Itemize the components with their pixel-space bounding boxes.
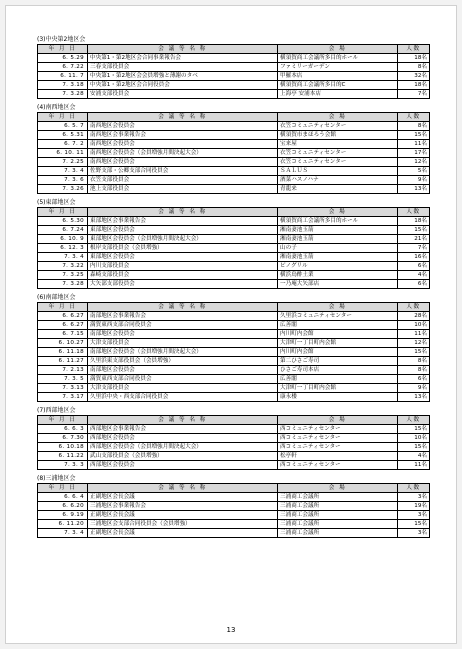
- table-row: [38, 511, 430, 520]
- table-row: [38, 176, 430, 185]
- table-row: [38, 90, 430, 99]
- attendance-count: 8名: [398, 366, 430, 375]
- header-venue: 会 場: [278, 208, 398, 217]
- attendance-count: 13名: [398, 185, 430, 194]
- meeting-venue: 西コミュニティセンター: [278, 461, 398, 470]
- meeting-venue: ファミリーガーデン: [278, 63, 398, 72]
- attendance-count: 18名: [398, 217, 430, 226]
- meeting-name: 久里浜東支部役員会（会員増強）: [88, 357, 278, 366]
- meeting-name: 東部地区会事業報告会: [88, 217, 278, 226]
- header-date: 年 月 日: [38, 303, 88, 312]
- table-row: [38, 253, 430, 262]
- table-row: [38, 81, 430, 90]
- meeting-date: 6. 5.30: [38, 217, 88, 226]
- meeting-date: 6. 12. 3: [38, 244, 88, 253]
- attendance-count: 18名: [398, 54, 430, 63]
- attendance-count: 6名: [398, 280, 430, 289]
- meeting-venue: 西コミュニティセンター: [278, 425, 398, 434]
- meeting-date: 7. 3. 4: [38, 529, 88, 538]
- meeting-date: 6. 7.24: [38, 226, 88, 235]
- meeting-date: 7. 3.22: [38, 262, 88, 271]
- meeting-venue: 酒菜ハスノハナ: [278, 176, 398, 185]
- attendance-count: 12名: [398, 158, 430, 167]
- table-row: [38, 235, 430, 244]
- table-row: [38, 452, 430, 461]
- attendance-count: 5名: [398, 167, 430, 176]
- header-meeting-name: 会 議 等 名 称: [88, 484, 278, 493]
- meeting-name: 南西地区会役員会: [88, 140, 278, 149]
- meeting-name: 安浦支部役員会: [88, 90, 278, 99]
- meeting-date: 6. 11. 7: [38, 72, 88, 81]
- meeting-name: 衣笠支部役員会: [88, 176, 278, 185]
- attendance-count: 8名: [398, 357, 430, 366]
- meeting-venue: ピノグリル: [278, 262, 398, 271]
- meeting-name: 南西地区会役員会: [88, 158, 278, 167]
- table-row: [38, 357, 430, 366]
- meeting-date: 7. 3.25: [38, 271, 88, 280]
- table-header-row: [38, 303, 430, 312]
- meeting-name: 南部地区会事業報告会: [88, 312, 278, 321]
- meeting-date: 6. 10.18: [38, 443, 88, 452]
- table-row: [38, 425, 430, 434]
- meeting-venue: 衣笠コミュニティセンター: [278, 122, 398, 131]
- meeting-date: 6. 7.15: [38, 330, 88, 339]
- meeting-name: 南西地区会事業報告会: [88, 131, 278, 140]
- attendance-count: 8名: [398, 122, 430, 131]
- attendance-count: 3名: [398, 493, 430, 502]
- meeting-name: 南西地区会役員会: [88, 122, 278, 131]
- meeting-venue: 衣笠コミュニティセンター: [278, 158, 398, 167]
- meeting-venue: 康永楼: [278, 393, 398, 402]
- meeting-venue: 内川町内会館: [278, 330, 398, 339]
- meeting-venue: 三浦商工会議所: [278, 511, 398, 520]
- meeting-venue: 広善閣: [278, 321, 398, 330]
- meeting-name: 正副地区会長会議: [88, 511, 278, 520]
- meeting-venue: 一乃庵大矢部店: [278, 280, 398, 289]
- meeting-name: 南部地区会役員会: [88, 366, 278, 375]
- attendance-count: 15名: [398, 443, 430, 452]
- meeting-name: 大津支部役員会: [88, 339, 278, 348]
- meeting-venue: 三浦商工会議所: [278, 502, 398, 511]
- meeting-date: 6. 7. 2: [38, 140, 88, 149]
- meeting-name: 南部地区会役員会（会員増強月間決起大会）: [88, 348, 278, 357]
- meeting-name: 南西地区会役員会（会員増強月間決起大会）: [88, 149, 278, 158]
- meeting-name: 森崎支部役員会: [88, 271, 278, 280]
- table-row: [38, 244, 430, 253]
- attendance-count: 7名: [398, 90, 430, 99]
- header-meeting-name: 会 議 等 名 称: [88, 416, 278, 425]
- meeting-venue: 宝来屋: [278, 140, 398, 149]
- meeting-venue: 山の子: [278, 244, 398, 253]
- meeting-name: 池上支部役員会: [88, 185, 278, 194]
- meeting-venue: ひさご寿司本店: [278, 366, 398, 375]
- attendance-count: 9名: [398, 176, 430, 185]
- header-date: 年 月 日: [38, 208, 88, 217]
- meeting-name: 三春支部役員会: [88, 63, 278, 72]
- attendance-count: 18名: [398, 81, 430, 90]
- attendance-count: 10名: [398, 434, 430, 443]
- attendance-count: 6名: [398, 375, 430, 384]
- meeting-venue: 横浜鳥酢土業: [278, 271, 398, 280]
- meeting-name: 東部地区会役員会: [88, 253, 278, 262]
- meeting-date: 6. 6.27: [38, 321, 88, 330]
- header-meeting-name: 会 議 等 名 称: [88, 45, 278, 54]
- header-attendance: 人数: [398, 416, 430, 425]
- meeting-name: 満賀東西支部合同役員会: [88, 375, 278, 384]
- attendance-count: 10名: [398, 321, 430, 330]
- table-header-row: [38, 416, 430, 425]
- meeting-name: 三浦地区会支部合同役員会（会員増強）: [88, 520, 278, 529]
- meeting-date: 7. 3.13: [38, 384, 88, 393]
- table-row: [38, 271, 430, 280]
- table-header-row: [38, 484, 430, 493]
- table-row: [38, 366, 430, 375]
- meeting-date: 6. 5.31: [38, 131, 88, 140]
- attendance-count: 19名: [398, 502, 430, 511]
- table-row: [38, 226, 430, 235]
- table-row: [38, 72, 430, 81]
- meeting-date: 6. 11.27: [38, 357, 88, 366]
- header-meeting-name: 会 議 等 名 称: [88, 303, 278, 312]
- table-row: [38, 185, 430, 194]
- meeting-date: 6. 5.29: [38, 54, 88, 63]
- table-row: [38, 280, 430, 289]
- meeting-venue: 大津町一丁目町内会館: [278, 339, 398, 348]
- table-row: [38, 502, 430, 511]
- header-attendance: 人数: [398, 303, 430, 312]
- table-row: [38, 140, 430, 149]
- attendance-count: 17名: [398, 149, 430, 158]
- table-row: [38, 167, 430, 176]
- meeting-name: 西部地区会役員会: [88, 461, 278, 470]
- meeting-venue: 横須賀市まほろう会館: [278, 131, 398, 140]
- table-row: [38, 339, 430, 348]
- meeting-date: 7. 3. 5: [38, 375, 88, 384]
- meeting-date: 6. 6.20: [38, 502, 88, 511]
- meeting-date: 7. 3.28: [38, 280, 88, 289]
- meeting-date: 6. 10. 9: [38, 235, 88, 244]
- meeting-venue: 大津町一丁目町内会館: [278, 384, 398, 393]
- attendance-count: 16名: [398, 253, 430, 262]
- meeting-date: 7. 3. 4: [38, 167, 88, 176]
- meeting-venue: 内川町内会館: [278, 348, 398, 357]
- meeting-name: 大矢部支部役員会: [88, 280, 278, 289]
- attendance-count: 3名: [398, 511, 430, 520]
- table-row: [38, 461, 430, 470]
- table-row: [38, 434, 430, 443]
- attendance-count: 15名: [398, 425, 430, 434]
- table-row: [38, 321, 430, 330]
- meeting-venue: 湘南妻池玉箭: [278, 226, 398, 235]
- meeting-name: 南部地区会役員会: [88, 330, 278, 339]
- meeting-venue: 甲羅本店: [278, 72, 398, 81]
- meeting-name: 西部地区会事業報告会: [88, 425, 278, 434]
- meeting-venue: ＳＡＬＵＳ: [278, 167, 398, 176]
- table-row: [38, 384, 430, 393]
- section-title: (5)東部地区会: [37, 199, 76, 206]
- meeting-date: 6. 9.19: [38, 511, 88, 520]
- table-row: [38, 443, 430, 452]
- meeting-name: 正副地区会長会議: [88, 529, 278, 538]
- attendance-count: 11名: [398, 140, 430, 149]
- header-attendance: 人数: [398, 484, 430, 493]
- meeting-table: [37, 207, 430, 289]
- table-row: [38, 348, 430, 357]
- table-row: [38, 158, 430, 167]
- meeting-table: [37, 112, 430, 194]
- meeting-venue: 湘南妻池玉箭: [278, 235, 398, 244]
- header-date: 年 月 日: [38, 113, 88, 122]
- table-row: [38, 493, 430, 502]
- meeting-venue: 横須賀商工会議所多目的ホール: [278, 217, 398, 226]
- meeting-name: 久里浜中央・西支部合同役員会: [88, 393, 278, 402]
- meeting-date: 7. 2.13: [38, 366, 88, 375]
- meeting-date: 6. 5. 7: [38, 122, 88, 131]
- table-row: [38, 520, 430, 529]
- table-row: [38, 330, 430, 339]
- table-row: [38, 217, 430, 226]
- meeting-date: 7. 2.25: [38, 158, 88, 167]
- meeting-name: 西部地区会役員会: [88, 434, 278, 443]
- attendance-count: 8名: [398, 63, 430, 72]
- attendance-count: 15名: [398, 520, 430, 529]
- meeting-date: 6. 7.30: [38, 434, 88, 443]
- header-venue: 会 場: [278, 303, 398, 312]
- meeting-name: 東部地区会役員会: [88, 226, 278, 235]
- meeting-venue: 西コミュニティセンター: [278, 434, 398, 443]
- meeting-date: 6. 11.22: [38, 452, 88, 461]
- meeting-name: 西部地区会役員会（会員増強月間決起大会）: [88, 443, 278, 452]
- table-row: [38, 122, 430, 131]
- meeting-date: 7. 3.28: [38, 90, 88, 99]
- meeting-date: 7. 3. 4: [38, 253, 88, 262]
- meeting-venue: 久里浜コミュニティセンター: [278, 312, 398, 321]
- attendance-count: 11名: [398, 461, 430, 470]
- attendance-count: 21名: [398, 235, 430, 244]
- meeting-name: 内川支部役員会: [88, 262, 278, 271]
- meeting-date: 7. 3. 3: [38, 461, 88, 470]
- header-venue: 会 場: [278, 416, 398, 425]
- header-meeting-name: 会 議 等 名 称: [88, 208, 278, 217]
- meeting-name: 根岸支部役員会（会員増強）: [88, 244, 278, 253]
- header-venue: 会 場: [278, 113, 398, 122]
- attendance-count: 32名: [398, 72, 430, 81]
- header-attendance: 人数: [398, 113, 430, 122]
- meeting-name: 中央第1・第2地区会会員増強と薄謝のタベ: [88, 72, 278, 81]
- meeting-venue: 横須賀商工会議所多目的C: [278, 81, 398, 90]
- meeting-name: 満賀東西支部合同役員会: [88, 321, 278, 330]
- meeting-name: 東部地区会役員会（会員増強月間決起大会）: [88, 235, 278, 244]
- table-row: [38, 149, 430, 158]
- meeting-date: 7. 3. 6: [38, 176, 88, 185]
- table-header-row: [38, 208, 430, 217]
- meeting-venue: 広善閣: [278, 375, 398, 384]
- header-venue: 会 場: [278, 45, 398, 54]
- table-header-row: [38, 45, 430, 54]
- meeting-venue: 松亭軒: [278, 452, 398, 461]
- table-row: [38, 375, 430, 384]
- table-row: [38, 529, 430, 538]
- meeting-date: 6. 11.20: [38, 520, 88, 529]
- attendance-count: 28名: [398, 312, 430, 321]
- header-attendance: 人数: [398, 208, 430, 217]
- meeting-venue: 青龍来: [278, 185, 398, 194]
- meeting-date: 6. 6. 3: [38, 425, 88, 434]
- page-number: 13: [226, 626, 236, 634]
- document-page: [5, 5, 457, 644]
- table-row: [38, 54, 430, 63]
- meeting-date: 6. 6.27: [38, 312, 88, 321]
- attendance-count: 15名: [398, 226, 430, 235]
- table-row: [38, 312, 430, 321]
- meeting-record-sections: [37, 36, 429, 543]
- meeting-date: 6. 7.22: [38, 63, 88, 72]
- attendance-count: 9名: [398, 384, 430, 393]
- table-row: [38, 131, 430, 140]
- meeting-date: 6. 10.27: [38, 339, 88, 348]
- meeting-date: 6. 6. 4: [38, 493, 88, 502]
- meeting-name: 佐野支部・公郷支部合同役員会: [88, 167, 278, 176]
- meeting-venue: 湘南妻池玉箭: [278, 253, 398, 262]
- meeting-table: [37, 483, 430, 538]
- meeting-venue: 上海亭 安浦本店: [278, 90, 398, 99]
- table-row: [38, 262, 430, 271]
- attendance-count: 15名: [398, 348, 430, 357]
- meeting-date: 7. 3.18: [38, 81, 88, 90]
- table-row: [38, 393, 430, 402]
- header-attendance: 人数: [398, 45, 430, 54]
- header-date: 年 月 日: [38, 416, 88, 425]
- attendance-count: 4名: [398, 452, 430, 461]
- header-date: 年 月 日: [38, 484, 88, 493]
- meeting-name: 大津支部役員会: [88, 384, 278, 393]
- meeting-table: [37, 415, 430, 470]
- meeting-date: 7. 3.26: [38, 185, 88, 194]
- meeting-table: [37, 302, 430, 402]
- section-title: (6)南部地区会: [37, 294, 76, 301]
- section-title: (7)西部地区会: [37, 407, 76, 414]
- meeting-venue: 三浦商工会議所: [278, 493, 398, 502]
- attendance-count: 7名: [398, 244, 430, 253]
- meeting-venue: 西コミュニティセンター: [278, 443, 398, 452]
- attendance-count: 15名: [398, 131, 430, 140]
- meeting-name: 中央第1・第2地区会合同役員会: [88, 81, 278, 90]
- section-title: (3)中央第2地区会: [37, 36, 86, 43]
- attendance-count: 3名: [398, 529, 430, 538]
- meeting-date: 6. 10. 11: [38, 149, 88, 158]
- meeting-venue: 衣笠コミュニティセンター: [278, 149, 398, 158]
- meeting-name: 正副地区会長会議: [88, 493, 278, 502]
- attendance-count: 13名: [398, 393, 430, 402]
- attendance-count: 11名: [398, 330, 430, 339]
- table-header-row: [38, 113, 430, 122]
- attendance-count: 12名: [398, 339, 430, 348]
- meeting-name: 中央第1・第2地区会合同事業報告会: [88, 54, 278, 63]
- meeting-name: 三浦地区会事業報告会: [88, 502, 278, 511]
- meeting-venue: 第二ひさご寿司: [278, 357, 398, 366]
- attendance-count: 4名: [398, 271, 430, 280]
- section-title: (8)三浦地区会: [37, 475, 76, 482]
- meeting-venue: 三浦商工会議所: [278, 520, 398, 529]
- meeting-venue: 横須賀商工会議所多目的ホール: [278, 54, 398, 63]
- meeting-date: 7. 3.17: [38, 393, 88, 402]
- table-row: [38, 63, 430, 72]
- meeting-name: 武山支部役員会（会員増強）: [88, 452, 278, 461]
- meeting-venue: 三浦商工会議所: [278, 529, 398, 538]
- meeting-date: 6. 11.18: [38, 348, 88, 357]
- attendance-count: 6名: [398, 262, 430, 271]
- section-title: (4)南西地区会: [37, 104, 76, 111]
- header-date: 年 月 日: [38, 45, 88, 54]
- header-meeting-name: 会 議 等 名 称: [88, 113, 278, 122]
- meeting-table: [37, 44, 430, 99]
- header-venue: 会 場: [278, 484, 398, 493]
